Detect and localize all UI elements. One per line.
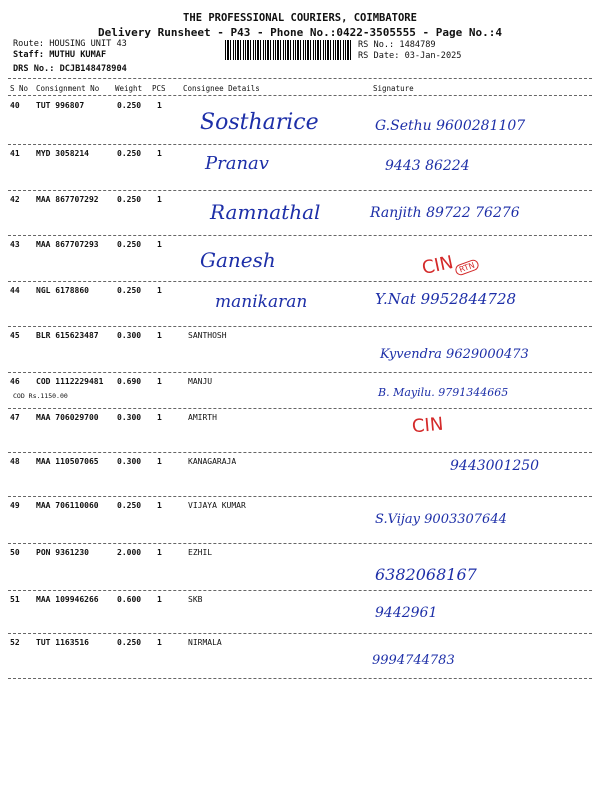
row-sno: 40 [10, 101, 20, 110]
row-divider [8, 590, 592, 591]
rs-date: RS Date: 03-Jan-2025 [358, 51, 462, 61]
company-name: THE PROFESSIONAL COURIERS, COIMBATORE [183, 12, 417, 24]
row-weight: 0.250 [117, 240, 142, 249]
cin-stamp-2: CIN [411, 413, 445, 438]
row-consignee-handwritten: Sostharice [200, 110, 319, 135]
cin-stamp: CIN [420, 251, 456, 280]
row-pcs: 1 [157, 377, 162, 386]
row-weight: 0.250 [117, 501, 142, 510]
row-weight: 0.250 [117, 286, 142, 295]
row-weight: 0.300 [117, 331, 142, 340]
row-consignee: NIRMALA [188, 638, 222, 647]
row-consignment: NGL 6178860 [36, 286, 89, 295]
row-weight: 0.250 [117, 149, 142, 158]
row-divider [8, 408, 592, 409]
row-pcs: 1 [157, 240, 162, 249]
row-weight: 0.300 [117, 413, 142, 422]
row-consignment: MAA 706029700 [36, 413, 99, 422]
row-signature: B. Mayilu. 9791344665 [378, 386, 509, 399]
row-consignment: MYD 3058214 [36, 149, 89, 158]
barcode [225, 40, 351, 60]
row-pcs: 1 [157, 331, 162, 340]
row-pcs: 1 [157, 195, 162, 204]
row-weight: 0.600 [117, 595, 142, 604]
drs-number: DRS No.: DCJB148478904 [13, 64, 127, 74]
row-consignee: SKB [188, 595, 203, 604]
row-consignment: COD 1112229481 [36, 377, 104, 386]
row-signature: Y.Nat 9952844728 [375, 290, 517, 308]
row-weight: 0.250 [117, 638, 142, 647]
col-signature: Signature [373, 84, 414, 93]
row-divider [8, 633, 592, 634]
row-sno: 50 [10, 548, 20, 557]
col-weight: Weight [115, 84, 143, 93]
row-pcs: 1 [157, 548, 162, 557]
row-weight: 0.300 [117, 457, 142, 466]
route-block [13, 39, 127, 75]
row-signature: 9994744783 [372, 653, 455, 668]
row-consignment: TUT 1163516 [36, 638, 89, 647]
row-weight: 0.250 [117, 101, 142, 110]
row-weight: 0.250 [117, 195, 142, 204]
row-consignee-handwritten: Pranav [205, 153, 269, 174]
row-divider [8, 326, 592, 327]
row-sno: 42 [10, 195, 20, 204]
route: Route: HOUSING UNIT 43 [13, 39, 127, 49]
col-consignee: Consignee Details [183, 84, 260, 93]
row-sno: 47 [10, 413, 20, 422]
row-signature: 9442961 [375, 605, 438, 621]
row-consignee: AMIRTH [188, 413, 217, 422]
row-sno: 48 [10, 457, 20, 466]
row-pcs: 1 [157, 501, 162, 510]
row-pcs: 1 [157, 101, 162, 110]
rtn-stamp: RTN [454, 258, 480, 276]
row-consignee: EZHIL [188, 548, 213, 557]
row-consignment: MAA 867707292 [36, 195, 99, 204]
rs-block [358, 40, 461, 62]
row-consignment: BLR 615623487 [36, 331, 99, 340]
row-pcs: 1 [157, 286, 162, 295]
staff: Staff: MUTHU KUMAF [13, 50, 107, 60]
row-sno: 45 [10, 331, 20, 340]
row-consignment: MAA 109946266 [36, 595, 99, 604]
row-pcs: 1 [157, 595, 162, 604]
row-sno: 46 [10, 377, 20, 386]
row-sno: 44 [10, 286, 20, 295]
row-consignee: MANJU [188, 377, 213, 386]
row-weight: 2.000 [117, 548, 142, 557]
runsheet-title: Delivery Runsheet - P43 - Phone No.:0422-3505555 - Page No.:4 [98, 26, 502, 39]
col-sno: S No [10, 84, 29, 93]
row-cod: COD Rs.1150.00 [13, 392, 68, 400]
row-signature: 9443001250 [450, 458, 540, 474]
header-rule-bottom [8, 95, 592, 96]
row-consignee-handwritten: Ramnathal [210, 200, 321, 224]
row-divider [8, 496, 592, 497]
row-divider [8, 235, 592, 236]
col-pcs: PCS [152, 84, 166, 93]
row-signature: S.Vijay 9003307644 [375, 512, 507, 527]
row-divider [8, 281, 592, 282]
row-divider [8, 190, 592, 191]
rs-number: RS No.: 1484789 [358, 40, 436, 50]
row-consignment: MAA 110507065 [36, 457, 99, 466]
row-divider [8, 452, 592, 453]
row-consignee: KANAGARAJA [188, 457, 237, 466]
row-divider [8, 678, 592, 679]
row-pcs: 1 [157, 457, 162, 466]
row-signature: 6382068167 [375, 565, 477, 584]
row-sno: 41 [10, 149, 20, 158]
header-rule-top [8, 78, 592, 79]
row-signature: Ranjith 89722 76276 [370, 205, 520, 221]
row-divider [8, 372, 592, 373]
row-sno: 43 [10, 240, 20, 249]
row-divider [8, 543, 592, 544]
row-consignment: MAA 867707293 [36, 240, 99, 249]
row-consignee-handwritten: manikaran [215, 292, 308, 312]
row-pcs: 1 [157, 149, 162, 158]
row-pcs: 1 [157, 638, 162, 647]
row-pcs: 1 [157, 413, 162, 422]
col-consignment: Consignment No [36, 84, 100, 93]
row-sno: 51 [10, 595, 20, 604]
row-sno: 52 [10, 638, 20, 647]
row-consignment: PON 9361230 [36, 548, 89, 557]
row-consignment: TUT 996807 [36, 101, 85, 110]
row-weight: 0.690 [117, 377, 142, 386]
row-signature: 9443 86224 [385, 158, 470, 174]
row-consignment: MAA 706110060 [36, 501, 99, 510]
row-consignee: SANTHOSH [188, 331, 227, 340]
row-signature: G.Sethu 9600281107 [375, 118, 526, 134]
row-signature: Kyvendra 9629000473 [380, 347, 529, 362]
row-divider [8, 144, 592, 145]
row-consignee: VIJAYA KUMAR [188, 501, 246, 510]
row-consignee-handwritten: Ganesh [200, 248, 276, 272]
row-sno: 49 [10, 501, 20, 510]
